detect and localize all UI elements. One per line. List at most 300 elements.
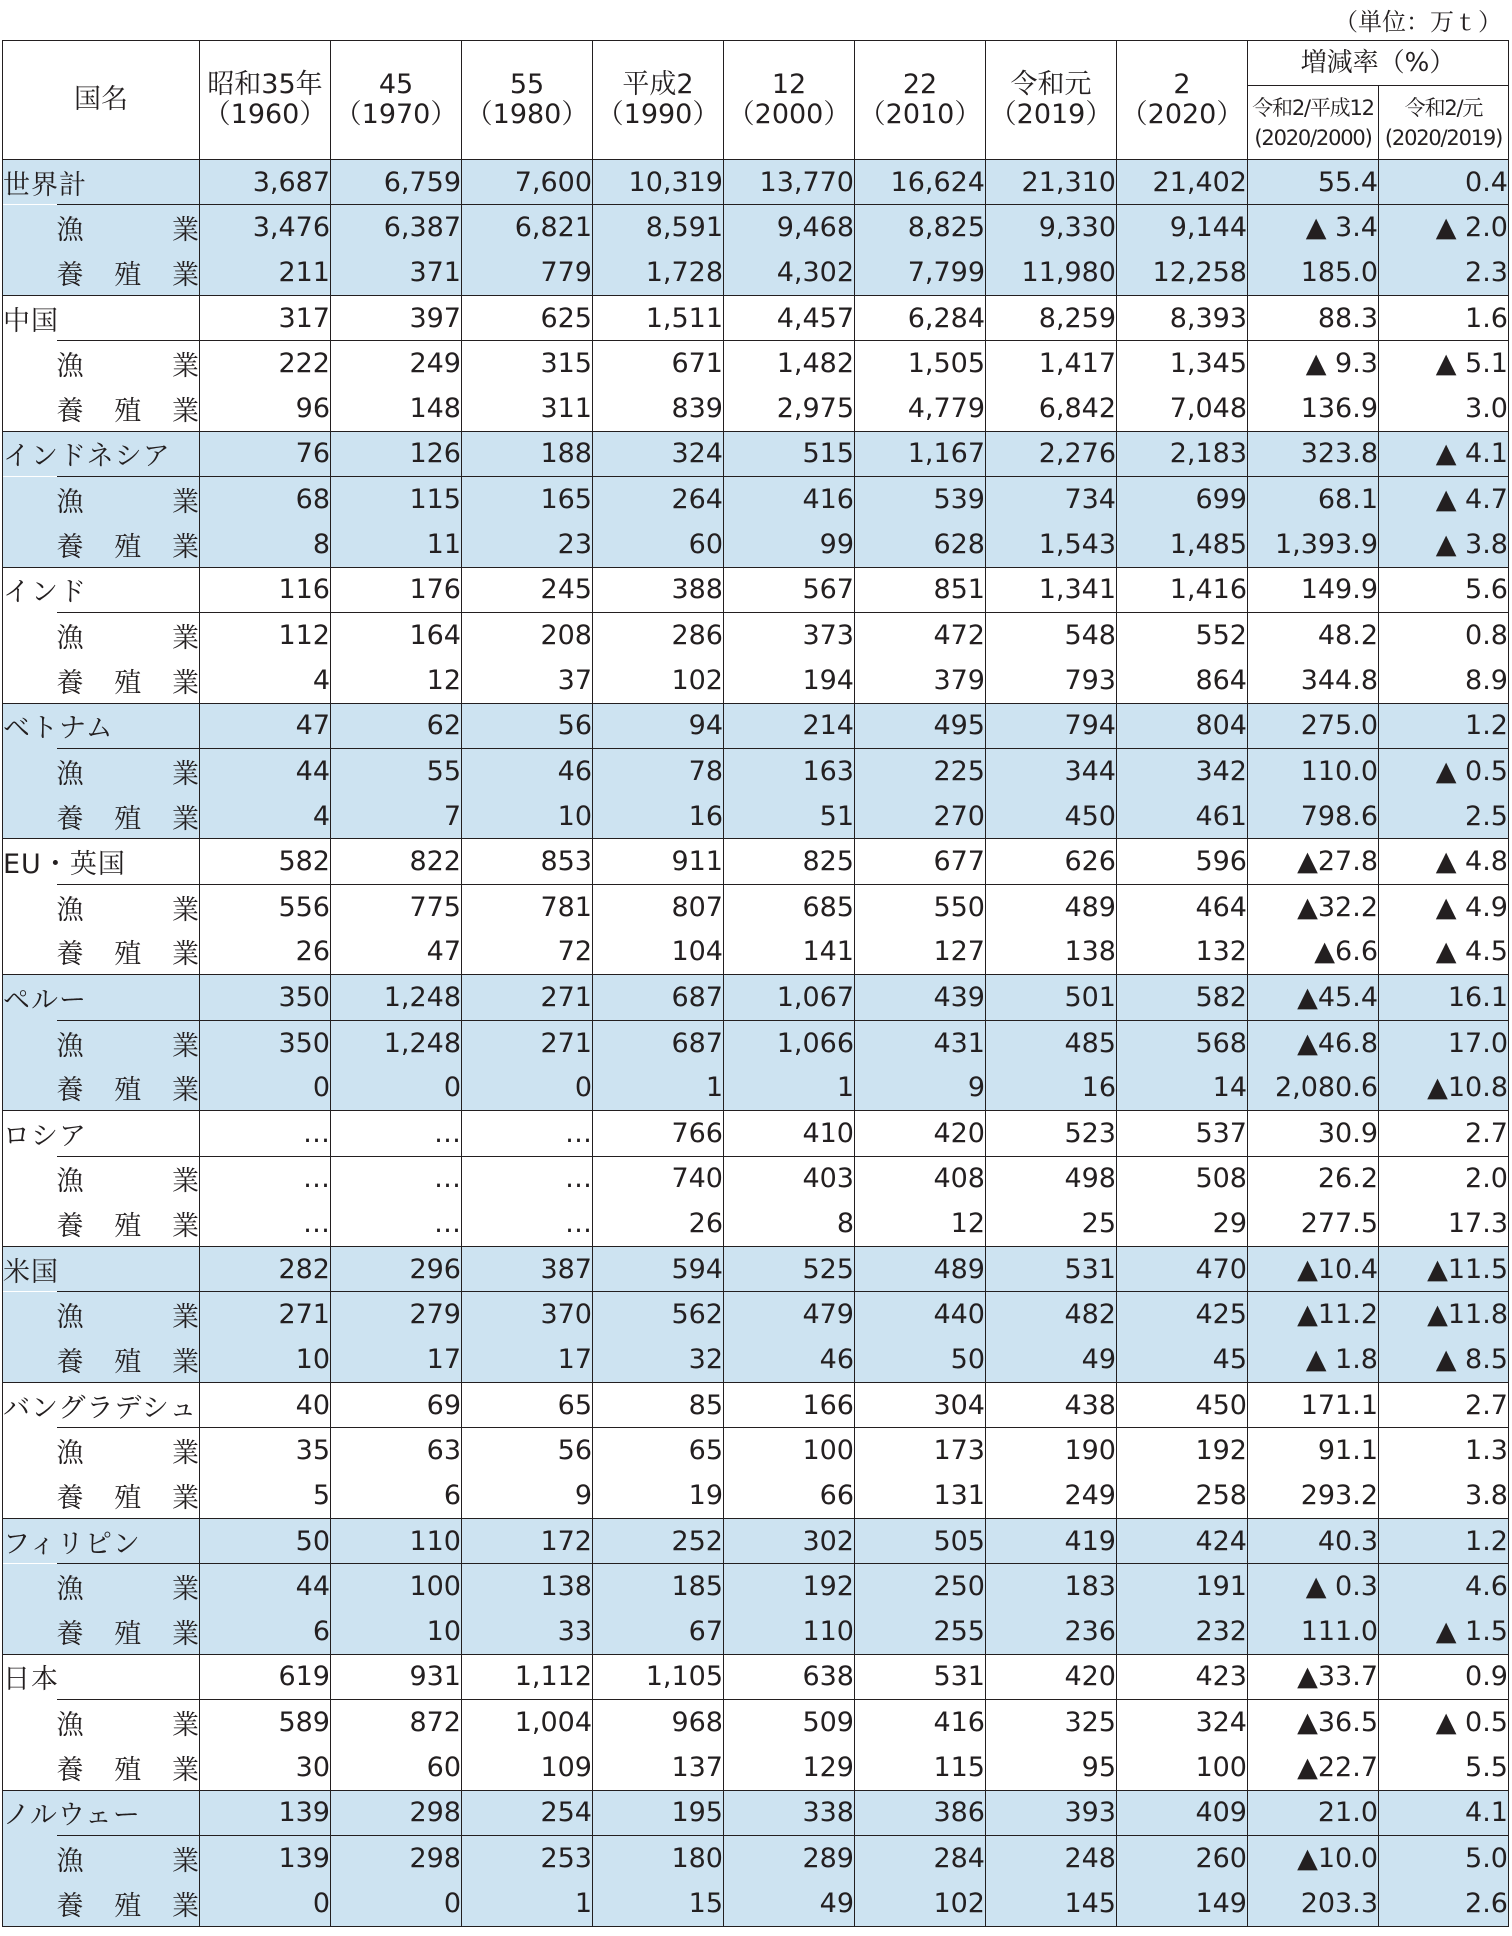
value-cell: 325 (986, 1700, 1117, 1745)
indent-cell (3, 930, 57, 975)
value-cell: 5 (200, 1473, 331, 1518)
value-cell: 393 (986, 1790, 1117, 1835)
header-country: 国名 (3, 41, 200, 160)
table-row (3, 839, 1509, 884)
value-cell: 423 (1117, 1654, 1248, 1699)
value-cell: 311 (462, 386, 593, 431)
value-cell: 687 (593, 975, 724, 1020)
value-cell: 373 (724, 612, 855, 657)
aquaculture-label: 養殖業 (57, 1337, 200, 1382)
value-cell: 370 (462, 1292, 593, 1337)
rate-cell: 1,393.9 (1248, 522, 1379, 567)
aquaculture-label: 養殖業 (57, 794, 200, 839)
value-cell: 208 (462, 612, 593, 657)
value-cell: 379 (855, 658, 986, 703)
table-row (3, 1065, 1509, 1110)
value-cell: 9 (462, 1473, 593, 1518)
rate-cell: 2.0 (1379, 1156, 1509, 1201)
table-row (3, 794, 1509, 839)
value-cell: 625 (462, 295, 593, 340)
value-cell: 141 (724, 930, 855, 975)
country-name: ノルウェー (3, 1790, 200, 1835)
rate-cell: 0.9 (1379, 1654, 1509, 1699)
fishing-label: 漁業 (57, 1020, 200, 1065)
table-row (3, 160, 1509, 205)
indent-cell (3, 205, 57, 250)
value-cell: 4 (200, 658, 331, 703)
value-cell: 131 (855, 1473, 986, 1518)
rate-cell: ▲ 0.5 (1379, 748, 1509, 793)
value-cell: 26 (593, 1201, 724, 1246)
value-cell: 30 (200, 1745, 331, 1790)
header-rate-sub: 令和2/元 (2020/2019) (1379, 86, 1509, 160)
country-name: EU・英国 (3, 839, 200, 884)
value-cell: 582 (200, 839, 331, 884)
value-cell: 100 (1117, 1745, 1248, 1790)
value-cell: 44 (200, 748, 331, 793)
indent-cell (3, 748, 57, 793)
value-cell: 164 (331, 612, 462, 657)
value-cell: 191 (1117, 1564, 1248, 1609)
aquaculture-label: 養殖業 (57, 1881, 200, 1926)
value-cell: 464 (1117, 884, 1248, 929)
table-row (3, 1609, 1509, 1654)
value-cell: 68 (200, 477, 331, 522)
value-cell: 47 (331, 930, 462, 975)
rate-cell: ▲ 0.5 (1379, 1700, 1509, 1745)
country-group (3, 703, 1509, 839)
value-cell: 116 (200, 567, 331, 612)
value-cell: 115 (855, 1745, 986, 1790)
value-cell: 420 (986, 1654, 1117, 1699)
value-cell: 67 (593, 1609, 724, 1654)
value-cell: 17 (331, 1337, 462, 1382)
value-cell: 397 (331, 295, 462, 340)
rate-cell: 171.1 (1248, 1383, 1379, 1428)
value-cell: 16,624 (855, 160, 986, 205)
table-row (3, 748, 1509, 793)
value-cell: … (200, 1111, 331, 1156)
value-cell: 10,319 (593, 160, 724, 205)
value-cell: 539 (855, 477, 986, 522)
value-cell: 21,310 (986, 160, 1117, 205)
value-cell: 431 (855, 1020, 986, 1065)
value-cell: 236 (986, 1609, 1117, 1654)
header-year: 45 （1970） (331, 41, 462, 160)
header-year: 令和元 （2019） (986, 41, 1117, 160)
value-cell: 671 (593, 341, 724, 386)
value-cell: 1,067 (724, 975, 855, 1020)
rate-cell: 2.3 (1379, 250, 1509, 295)
value-cell: 350 (200, 1020, 331, 1065)
value-cell: 284 (855, 1835, 986, 1880)
table-row (3, 884, 1509, 929)
value-cell: 350 (200, 975, 331, 1020)
value-cell: 102 (855, 1881, 986, 1926)
value-cell: … (331, 1201, 462, 1246)
value-cell: 2,276 (986, 431, 1117, 476)
value-cell: … (200, 1201, 331, 1246)
country-group (3, 295, 1509, 431)
value-cell: 525 (724, 1247, 855, 1292)
indent-cell (3, 250, 57, 295)
value-cell: 408 (855, 1156, 986, 1201)
value-cell: 192 (1117, 1428, 1248, 1473)
country-name: インド (3, 567, 200, 612)
table-row (3, 1337, 1509, 1382)
value-cell: 324 (593, 431, 724, 476)
value-cell: 185 (593, 1564, 724, 1609)
fishing-label: 漁業 (57, 205, 200, 250)
rate-cell: 91.1 (1248, 1428, 1379, 1473)
value-cell: 25 (986, 1201, 1117, 1246)
value-cell: 550 (855, 884, 986, 929)
table-row (3, 1790, 1509, 1835)
value-cell: 775 (331, 884, 462, 929)
country-group (3, 1790, 1509, 1926)
value-cell: 4,302 (724, 250, 855, 295)
table-row (3, 975, 1509, 1020)
value-cell: 264 (593, 477, 724, 522)
value-cell: 6,759 (331, 160, 462, 205)
value-cell: 115 (331, 477, 462, 522)
rate-cell: ▲ 4.9 (1379, 884, 1509, 929)
value-cell: 298 (331, 1790, 462, 1835)
value-cell: 6,284 (855, 295, 986, 340)
rate-cell: 5.0 (1379, 1835, 1509, 1880)
aquaculture-label: 養殖業 (57, 1201, 200, 1246)
rate-cell: ▲36.5 (1248, 1700, 1379, 1745)
value-cell: 271 (462, 975, 593, 1020)
value-cell: 62 (331, 703, 462, 748)
value-cell: 51 (724, 794, 855, 839)
value-cell: 65 (593, 1428, 724, 1473)
indent-cell (3, 658, 57, 703)
value-cell: 594 (593, 1247, 724, 1292)
value-cell: 46 (462, 748, 593, 793)
rate-cell: ▲ 4.7 (1379, 477, 1509, 522)
value-cell: 1 (462, 1881, 593, 1926)
value-cell: 416 (855, 1700, 986, 1745)
rate-cell: 26.2 (1248, 1156, 1379, 1201)
value-cell: 3,687 (200, 160, 331, 205)
fishing-label: 漁業 (57, 1700, 200, 1745)
aquaculture-label: 養殖業 (57, 1609, 200, 1654)
indent-cell (3, 1428, 57, 1473)
value-cell: 387 (462, 1247, 593, 1292)
value-cell: 8,825 (855, 205, 986, 250)
value-cell: 1,485 (1117, 522, 1248, 567)
rate-cell: ▲ 3.4 (1248, 205, 1379, 250)
fishing-label: 漁業 (57, 1835, 200, 1880)
rate-cell: 5.5 (1379, 1745, 1509, 1790)
indent-cell (3, 1473, 57, 1518)
table-row (3, 930, 1509, 975)
table-row (3, 1383, 1509, 1428)
rate-cell: ▲45.4 (1248, 975, 1379, 1020)
value-cell: 172 (462, 1518, 593, 1563)
value-cell: 8,591 (593, 205, 724, 250)
header-rate-sub: 令和2/平成12 (2020/2000) (1248, 86, 1379, 160)
value-cell: 139 (200, 1835, 331, 1880)
value-cell: 211 (200, 250, 331, 295)
value-cell: … (462, 1111, 593, 1156)
rate-cell: ▲6.6 (1248, 930, 1379, 975)
value-cell: 126 (331, 431, 462, 476)
indent-cell (3, 477, 57, 522)
value-cell: 258 (1117, 1473, 1248, 1518)
value-cell: 16 (593, 794, 724, 839)
indent-cell (3, 1700, 57, 1745)
rate-cell: ▲ 4.5 (1379, 930, 1509, 975)
value-cell: 410 (724, 1111, 855, 1156)
value-cell: 568 (1117, 1020, 1248, 1065)
value-cell: 523 (986, 1111, 1117, 1156)
value-cell: 96 (200, 386, 331, 431)
value-cell: 12,258 (1117, 250, 1248, 295)
value-cell: 165 (462, 477, 593, 522)
value-cell: 304 (855, 1383, 986, 1428)
aquaculture-label: 養殖業 (57, 658, 200, 703)
indent-cell (3, 1065, 57, 1110)
table-row (3, 1518, 1509, 1563)
rate-cell: 1.2 (1379, 1518, 1509, 1563)
value-cell: 638 (724, 1654, 855, 1699)
rate-cell: 185.0 (1248, 250, 1379, 295)
value-cell: 7,048 (1117, 386, 1248, 431)
rate-cell: 0.4 (1379, 160, 1509, 205)
rate-cell: 111.0 (1248, 1609, 1379, 1654)
value-cell: 409 (1117, 1790, 1248, 1835)
table-row (3, 1201, 1509, 1246)
rate-cell: 21.0 (1248, 1790, 1379, 1835)
table-row (3, 1835, 1509, 1880)
rate-cell: 2.5 (1379, 794, 1509, 839)
value-cell: 9,144 (1117, 205, 1248, 250)
country-name: ベトナム (3, 703, 200, 748)
value-cell: 12 (331, 658, 462, 703)
value-cell: 271 (462, 1020, 593, 1065)
value-cell: 779 (462, 250, 593, 295)
country-group (3, 160, 1509, 296)
value-cell: 485 (986, 1020, 1117, 1065)
rate-cell: ▲ 9.3 (1248, 341, 1379, 386)
value-cell: 556 (200, 884, 331, 929)
indent-cell (3, 1881, 57, 1926)
indent-cell (3, 794, 57, 839)
rate-cell: 2.7 (1379, 1111, 1509, 1156)
value-cell: 508 (1117, 1156, 1248, 1201)
value-cell: 56 (462, 703, 593, 748)
value-cell: 109 (462, 1745, 593, 1790)
indent-cell (3, 884, 57, 929)
rate-cell: 4.6 (1379, 1564, 1509, 1609)
table-row (3, 1292, 1509, 1337)
rate-cell: ▲10.0 (1248, 1835, 1379, 1880)
rate-cell: ▲33.7 (1248, 1654, 1379, 1699)
value-cell: 6,387 (331, 205, 462, 250)
value-cell: … (462, 1156, 593, 1201)
table-row (3, 341, 1509, 386)
value-cell: 931 (331, 1654, 462, 1699)
value-cell: 145 (986, 1881, 1117, 1926)
value-cell: 0 (462, 1065, 593, 1110)
value-cell: 1,112 (462, 1654, 593, 1699)
value-cell: 472 (855, 612, 986, 657)
indent-cell (3, 1337, 57, 1382)
value-cell: 6 (331, 1473, 462, 1518)
value-cell: 386 (855, 1790, 986, 1835)
rate-cell: ▲27.8 (1248, 839, 1379, 884)
value-cell: 450 (986, 794, 1117, 839)
value-cell: 65 (462, 1383, 593, 1428)
value-cell: 138 (986, 930, 1117, 975)
rate-cell: 16.1 (1379, 975, 1509, 1020)
indent-cell (3, 1609, 57, 1654)
value-cell: 1,341 (986, 567, 1117, 612)
value-cell: 188 (462, 431, 593, 476)
rate-cell: 293.2 (1248, 1473, 1379, 1518)
value-cell: 137 (593, 1745, 724, 1790)
aquaculture-label: 養殖業 (57, 1065, 200, 1110)
value-cell: 40 (200, 1383, 331, 1428)
value-cell: 501 (986, 975, 1117, 1020)
country-group (3, 1383, 1509, 1519)
value-cell: 552 (1117, 612, 1248, 657)
value-cell: 194 (724, 658, 855, 703)
header-year: 12 （2000） (724, 41, 855, 160)
value-cell: 21,402 (1117, 160, 1248, 205)
value-cell: 102 (593, 658, 724, 703)
value-cell: 50 (855, 1337, 986, 1382)
value-cell: 12 (855, 1201, 986, 1246)
country-group (3, 1111, 1509, 1247)
value-cell: 45 (1117, 1337, 1248, 1382)
value-cell: 49 (724, 1881, 855, 1926)
value-cell: 515 (724, 431, 855, 476)
value-cell: 110 (724, 1609, 855, 1654)
rate-cell: 149.9 (1248, 567, 1379, 612)
value-cell: 562 (593, 1292, 724, 1337)
value-cell: 489 (855, 1247, 986, 1292)
value-cell: 225 (855, 748, 986, 793)
value-cell: 195 (593, 1790, 724, 1835)
value-cell: 190 (986, 1428, 1117, 1473)
rate-cell: 2,080.6 (1248, 1065, 1379, 1110)
rate-cell: ▲ 4.1 (1379, 431, 1509, 476)
rate-cell: 323.8 (1248, 431, 1379, 476)
rate-cell: 17.0 (1379, 1020, 1509, 1065)
country-group (3, 431, 1509, 567)
value-cell: 76 (200, 431, 331, 476)
value-cell: 148 (331, 386, 462, 431)
value-cell: 687 (593, 1020, 724, 1065)
value-cell: 766 (593, 1111, 724, 1156)
country-name: バングラデシュ (3, 1383, 200, 1428)
rate-cell: 1.2 (1379, 703, 1509, 748)
country-name: 米国 (3, 1247, 200, 1292)
value-cell: 173 (855, 1428, 986, 1473)
value-cell: 55 (331, 748, 462, 793)
value-cell: 1,511 (593, 295, 724, 340)
value-cell: 1,482 (724, 341, 855, 386)
value-cell: 822 (331, 839, 462, 884)
value-cell: 50 (200, 1518, 331, 1563)
value-cell: 63 (331, 1428, 462, 1473)
value-cell: 839 (593, 386, 724, 431)
rate-cell: 2.6 (1379, 1881, 1509, 1926)
value-cell: 127 (855, 930, 986, 975)
value-cell: 582 (1117, 975, 1248, 1020)
value-cell: 33 (462, 1609, 593, 1654)
table-row (3, 477, 1509, 522)
value-cell: 677 (855, 839, 986, 884)
rate-cell: ▲ 3.8 (1379, 522, 1509, 567)
country-name: インドネシア (3, 431, 200, 476)
value-cell: 29 (1117, 1201, 1248, 1246)
value-cell: 13,770 (724, 160, 855, 205)
table-row (3, 1700, 1509, 1745)
value-cell: 794 (986, 703, 1117, 748)
header-year: 平成2 （1990） (593, 41, 724, 160)
fishing-label: 漁業 (57, 341, 200, 386)
rate-cell: ▲ 0.3 (1248, 1564, 1379, 1609)
rate-cell: 5.6 (1379, 567, 1509, 612)
value-cell: 2,975 (724, 386, 855, 431)
value-cell: 245 (462, 567, 593, 612)
country-group (3, 1518, 1509, 1654)
header-rate: 増減率（%） (1248, 41, 1509, 86)
value-cell: 37 (462, 658, 593, 703)
rate-cell: ▲ 1.8 (1248, 1337, 1379, 1382)
value-cell: 85 (593, 1383, 724, 1428)
value-cell: 425 (1117, 1292, 1248, 1337)
value-cell: 403 (724, 1156, 855, 1201)
value-cell: 95 (986, 1745, 1117, 1790)
rate-cell: 30.9 (1248, 1111, 1379, 1156)
value-cell: 968 (593, 1700, 724, 1745)
fisheries-production-table (2, 40, 1509, 1927)
value-cell: 69 (331, 1383, 462, 1428)
value-cell: 420 (855, 1111, 986, 1156)
country-name: ペルー (3, 975, 200, 1020)
table-row (3, 1745, 1509, 1790)
header-year: 2 （2020） (1117, 41, 1248, 160)
rate-cell: 40.3 (1248, 1518, 1379, 1563)
value-cell: 7,799 (855, 250, 986, 295)
rate-cell: 203.3 (1248, 1881, 1379, 1926)
value-cell: 685 (724, 884, 855, 929)
rate-cell: ▲ 1.5 (1379, 1609, 1509, 1654)
rate-cell: 17.3 (1379, 1201, 1509, 1246)
country-name: 世界計 (3, 160, 200, 205)
table-row (3, 1654, 1509, 1699)
value-cell: 1,167 (855, 431, 986, 476)
value-cell: 23 (462, 522, 593, 567)
value-cell: 781 (462, 884, 593, 929)
value-cell: 129 (724, 1745, 855, 1790)
value-cell: 192 (724, 1564, 855, 1609)
unit-label: （単位：万ｔ） (1334, 8, 1502, 36)
value-cell: 254 (462, 1790, 593, 1835)
table-row (3, 1473, 1509, 1518)
value-cell: 344 (986, 748, 1117, 793)
indent-cell (3, 1020, 57, 1065)
aquaculture-label: 養殖業 (57, 250, 200, 295)
rate-cell: 48.2 (1248, 612, 1379, 657)
value-cell: 864 (1117, 658, 1248, 703)
indent-cell (3, 386, 57, 431)
